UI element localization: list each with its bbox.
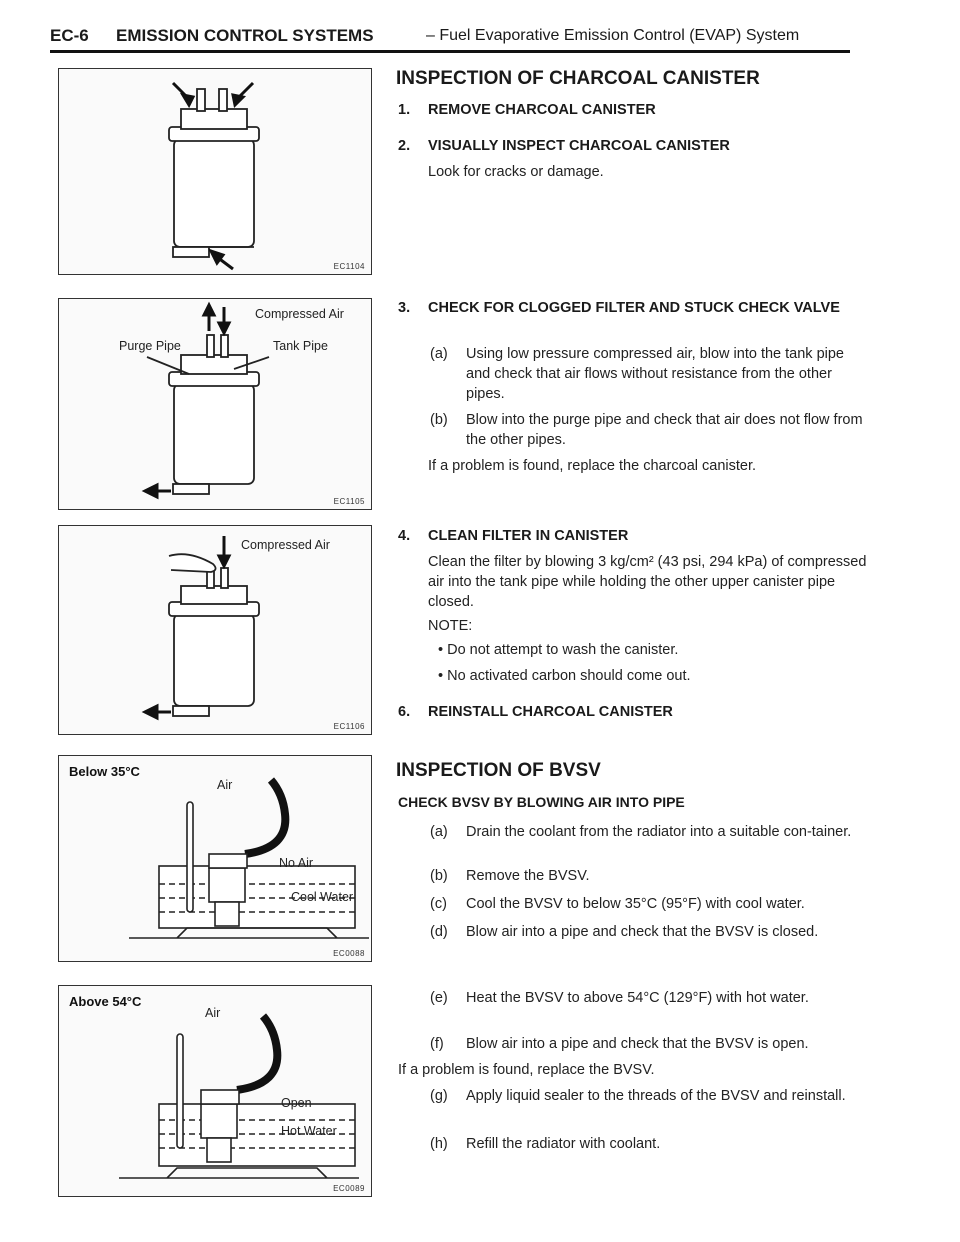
- step-text: VISUALLY INSPECT CHARCOAL CANISTER: [428, 138, 730, 154]
- open-label: Open: [281, 1096, 312, 1110]
- canister-cleaning-illustration: [59, 526, 371, 734]
- section-title-canister: INSPECTION OF CHARCOAL CANISTER: [396, 68, 760, 89]
- item-key: (h): [430, 1136, 448, 1152]
- page-code: EC-6: [50, 26, 89, 45]
- bvsv-cold-illustration: [59, 756, 371, 961]
- step2-detail: Look for cracks or damage.: [428, 164, 604, 180]
- item-key: (b): [430, 868, 448, 884]
- item-text: Blow into the purge pipe and check that air does not flow from the other pipes.: [466, 412, 863, 448]
- section-title-bvsv: INSPECTION OF BVSV: [396, 760, 601, 781]
- note-item: • Do not attempt to wash the canister.: [438, 642, 679, 658]
- item-text: Heat the BVSV to above 54°C (129°F) with hot water.: [466, 990, 809, 1006]
- canister-airflow-illustration: [59, 299, 371, 509]
- cool-water-label: Cool Water: [291, 890, 354, 904]
- figure-code: EC1104: [333, 262, 365, 271]
- item-text: Remove the BVSV.: [466, 868, 590, 884]
- note-label: NOTE:: [428, 618, 473, 634]
- note-item: • No activated carbon should come out.: [438, 668, 691, 684]
- item-text: Using low pressure compressed air, blow into the tank pipe and check that air flows without resistance from the other pipes.: [466, 346, 844, 402]
- tank-pipe-label: Tank Pipe: [273, 339, 328, 353]
- item-key: (g): [430, 1088, 448, 1104]
- step4-detail: Clean the filter by blowing 3 kg/cm² (43 psi, 294 kPa) of compressed air into the tank pipe while holding the other upper canister pipe closed.: [428, 554, 867, 610]
- system-subtitle: – Fuel Evaporative Emission Control (EVAP) System: [426, 27, 800, 44]
- item-key: (d): [430, 924, 448, 940]
- canister-illustration: [59, 69, 371, 274]
- no-air-label: No Air: [279, 856, 314, 870]
- item-text: Blow air into a pipe and check that the BVSV is open.: [466, 1036, 809, 1052]
- item-key: (a): [430, 824, 448, 840]
- step-text: CLEAN FILTER IN CANISTER: [428, 528, 629, 544]
- item-text: Refill the radiator with coolant.: [466, 1136, 661, 1152]
- step-number: 1.: [398, 102, 411, 118]
- item-key: (c): [430, 896, 447, 912]
- item-text: Blow air into a pipe and check that the BVSV is closed.: [466, 924, 819, 940]
- item-key: (e): [430, 990, 448, 1006]
- compressed-air-label: Compressed Air: [255, 307, 344, 321]
- item-key: (a): [430, 346, 448, 362]
- figure-code: EC0089: [333, 1184, 365, 1193]
- page-header: [50, 16, 850, 53]
- figure-bvsv-hot: [58, 985, 372, 1197]
- hot-water-label: Hot Water: [281, 1124, 337, 1138]
- air-label: Air: [205, 1006, 221, 1020]
- step-number: 6.: [398, 704, 411, 720]
- step-text: CHECK FOR CLOGGED FILTER AND STUCK CHECK VALVE: [428, 300, 840, 316]
- step-number: 3.: [398, 300, 411, 316]
- step-text: REINSTALL CHARCOAL CANISTER: [428, 704, 673, 720]
- purge-pipe-label: Purge Pipe: [119, 339, 181, 353]
- figure-canister-removed: [58, 68, 372, 275]
- step-number: 4.: [398, 528, 411, 544]
- figure-clogged-filter-check: [58, 298, 372, 510]
- figure-code: EC1105: [333, 497, 365, 506]
- figure-bvsv-cold: [58, 755, 372, 962]
- figure-clean-filter: [58, 525, 372, 735]
- compressed-air-label: Compressed Air: [241, 538, 330, 552]
- item-text: Apply liquid sealer to the threads of the BVSV and reinstall.: [466, 1088, 846, 1104]
- step3-problem: If a problem is found, replace the charcoal canister.: [428, 458, 757, 474]
- step-text: REMOVE CHARCOAL CANISTER: [428, 102, 656, 118]
- item-text: Drain the coolant from the radiator into a suitable con-tainer.: [466, 824, 852, 840]
- air-label: Air: [217, 778, 233, 792]
- item-key: (b): [430, 412, 448, 428]
- figure-code: EC0088: [333, 949, 365, 958]
- figure-code: EC1106: [333, 722, 365, 731]
- system-title: EMISSION CONTROL SYSTEMS: [116, 26, 374, 45]
- bvsv-subtitle: CHECK BVSV BY BLOWING AIR INTO PIPE: [398, 794, 685, 810]
- item-key: (f): [430, 1036, 444, 1052]
- temperature-above-tag: Above 54°C: [69, 994, 142, 1009]
- step-number: 2.: [398, 138, 411, 154]
- item-text: Cool the BVSV to below 35°C (95°F) with cool water.: [466, 896, 805, 912]
- bvsv-problem: If a problem is found, replace the BVSV.: [398, 1062, 655, 1078]
- temperature-below-tag: Below 35°C: [69, 764, 140, 779]
